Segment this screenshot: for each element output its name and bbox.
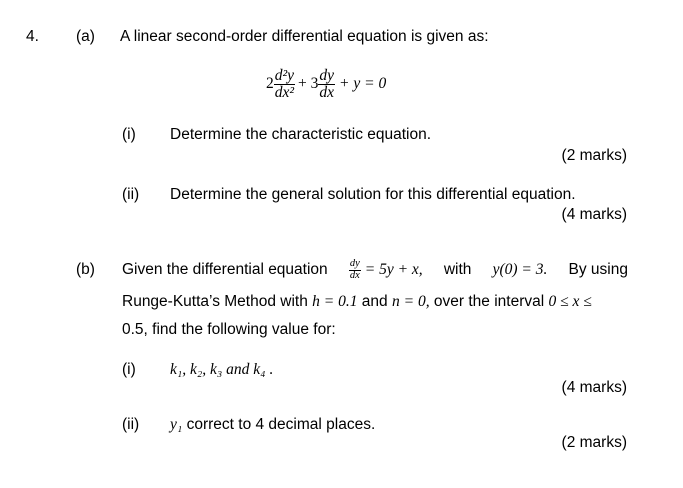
- part-a-label: (a): [76, 28, 95, 45]
- part-b-line1-pre: Given the differential equation: [122, 261, 328, 278]
- part-b-n: n = 0,: [391, 293, 430, 310]
- part-a-ii-marks: (4 marks): [561, 206, 627, 223]
- part-b-ii-line: [170, 416, 375, 434]
- part-b-ode: = 5y + x,: [364, 261, 423, 278]
- part-b-line3: 0.5, find the following value for:: [122, 321, 336, 338]
- part-b-line1: [122, 255, 628, 285]
- part-a-equation: [266, 68, 386, 100]
- part-b-line2: [122, 293, 592, 311]
- part-b-ii-marks: (2 marks): [561, 434, 627, 451]
- part-b-ii-text: correct to 4 decimal places.: [186, 416, 376, 433]
- part-a-intro: A linear second-order differential equation is given as:: [120, 28, 489, 45]
- part-b-line2-pre: Runge-Kutta’s Method with: [122, 293, 308, 310]
- eq-d2y-den: dx²: [274, 83, 295, 101]
- part-b-with: with: [443, 261, 472, 278]
- part-a-ii-label: (ii): [122, 186, 140, 203]
- part-b-i-marks: (4 marks): [561, 379, 627, 396]
- part-b-dx: dx: [349, 269, 360, 281]
- part-b-ii-label: (ii): [122, 416, 140, 433]
- part-b-interval: 0 ≤ x ≤: [548, 293, 592, 310]
- part-b-dy: dy: [349, 258, 360, 269]
- part-b-derivative: [349, 259, 361, 281]
- part-a-i-label: (i): [122, 126, 136, 143]
- eq-plus1: + 3: [298, 75, 319, 92]
- eq-dy-den: dx: [319, 83, 335, 101]
- part-a-ii-text: Determine the general solution for this differential equation.: [170, 186, 576, 203]
- eq-first-derivative: [318, 68, 335, 100]
- eq-rest: + y = 0: [339, 75, 387, 92]
- part-b-line1-post: By using: [568, 261, 628, 278]
- part-a-i-text: Determine the characteristic equation.: [170, 126, 432, 143]
- part-b-i-label: (i): [122, 361, 136, 378]
- question-number: 4.: [26, 28, 39, 45]
- eq-d2y-num: d²y: [274, 67, 295, 84]
- part-a-i-marks: (2 marks): [561, 147, 627, 164]
- eq-dy-num: dy: [319, 67, 335, 84]
- part-b-line2-post: over the interval: [433, 293, 545, 310]
- eq-coef1: 2: [266, 75, 274, 92]
- eq-second-derivative: [274, 68, 295, 100]
- part-b-label: (b): [76, 261, 95, 278]
- part-b-and: and: [361, 293, 388, 310]
- part-b-step-h: h = 0.1: [312, 293, 358, 310]
- part-b-y1: y₁: [170, 416, 183, 433]
- part-b-i-text: k₁, k₂, k₃ and k₄ .: [170, 361, 274, 378]
- part-b-initial-condition: y(0) = 3.: [492, 261, 548, 278]
